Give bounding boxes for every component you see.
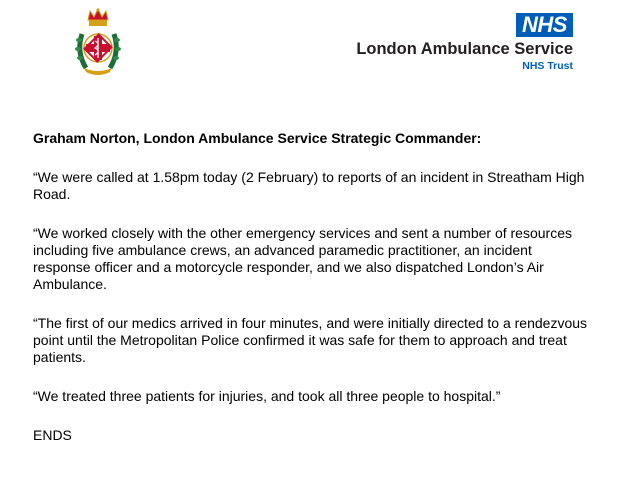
- ambulance-crest-icon: [70, 8, 126, 76]
- organisation-name: London Ambulance Service: [356, 40, 573, 58]
- statement-paragraph: “The first of our medics arrived in four minutes, and were initially directed to a rendezvous point until the Metropolitan Police confirmed it was safe for them to approach and treat patients.: [33, 315, 588, 365]
- ends-marker: ENDS: [33, 427, 72, 443]
- nhs-logo: NHS: [516, 13, 573, 37]
- statement-heading: Graham Norton, London Ambulance Service Strategic Commander:: [33, 130, 482, 146]
- statement-paragraph: “We worked closely with the other emergency services and sent a number of resources including five ambulance crews, an advanced paramedic practitioner, an incident response officer and a motorcycle responder, and we also dispatched London’s Air Ambulance.: [33, 225, 572, 292]
- organisation-subtitle: NHS Trust: [522, 60, 573, 72]
- statement-paragraph: “We treated three patients for injuries, and took all three people to hospital.”: [33, 388, 501, 404]
- statement-body: [33, 130, 593, 466]
- crown-icon: [88, 8, 108, 26]
- statement-paragraph: “We were called at 1.58pm today (2 February) to reports of an incident in Streatham High Road.: [33, 169, 585, 202]
